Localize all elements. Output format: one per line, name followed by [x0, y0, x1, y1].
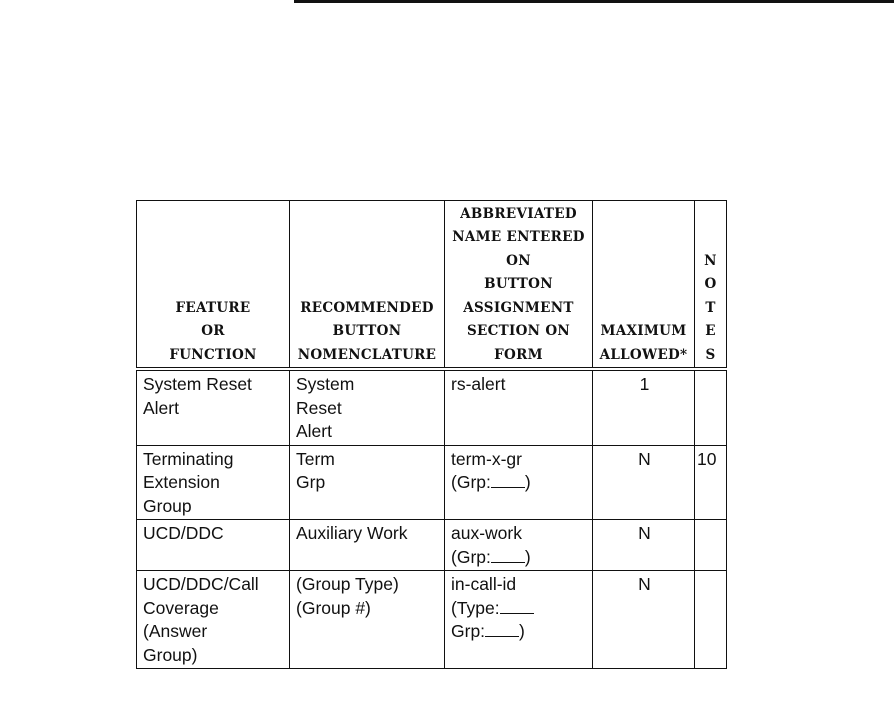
- header-row: [137, 201, 727, 370]
- header-maximum: MAXIMUM ALLOWED*: [593, 201, 695, 370]
- header-notes: N O T E S: [695, 201, 727, 370]
- cell-nomenclature: Auxiliary Work: [290, 520, 445, 571]
- blank-field: (Grp: ): [451, 546, 531, 567]
- table-row: [137, 369, 727, 445]
- cell-feature: Terminating Extension Group: [137, 445, 290, 520]
- cell-notes: [695, 520, 727, 571]
- cell-notes: 10: [695, 445, 727, 520]
- blank-field: (Type:: [451, 597, 588, 621]
- cell-abbreviated: term-x-gr (Grp: ): [445, 445, 593, 520]
- table-row: [137, 571, 727, 669]
- cell-feature: UCD/DDC/Call Coverage (Answer Group): [137, 571, 290, 669]
- cell-maximum: N: [593, 520, 695, 571]
- cell-nomenclature: System Reset Alert: [290, 369, 445, 445]
- cell-nomenclature: Term Grp: [290, 445, 445, 520]
- feature-table: [136, 200, 727, 669]
- header-nomenclature: RECOMMENDED BUTTON NOMENCLATURE: [290, 201, 445, 370]
- fill-in-blank: [500, 599, 534, 614]
- cell-notes: [695, 571, 727, 669]
- table-row: [137, 520, 727, 571]
- fill-in-blank: [491, 473, 525, 488]
- cell-notes: [695, 369, 727, 445]
- cell-maximum: 1: [593, 369, 695, 445]
- header-abbreviated: ABBREVIATED NAME ENTERED ON BUTTON ASSIGNMENT SECTION ON FORM: [445, 201, 593, 370]
- blank-field: Grp: ): [451, 621, 525, 641]
- cell-maximum: N: [593, 445, 695, 520]
- fill-in-blank: [485, 622, 519, 637]
- blank-field: (Grp: ): [451, 472, 531, 492]
- cell-nomenclature: (Group Type) (Group #): [290, 571, 445, 669]
- cell-feature: System Reset Alert: [137, 369, 290, 445]
- cell-feature: UCD/DDC: [137, 520, 290, 571]
- button-assignment-table: [136, 200, 726, 669]
- table-row: [137, 445, 727, 520]
- cell-abbreviated: in-call-id (Type: Grp: ): [445, 571, 593, 669]
- top-rule: [294, 0, 894, 3]
- cell-abbreviated: aux-work (Grp: ): [445, 520, 593, 571]
- cell-maximum: N: [593, 571, 695, 669]
- cell-abbreviated: rs-alert: [445, 369, 593, 445]
- fill-in-blank: [491, 548, 525, 563]
- header-feature: FEATURE OR FUNCTION: [137, 201, 290, 370]
